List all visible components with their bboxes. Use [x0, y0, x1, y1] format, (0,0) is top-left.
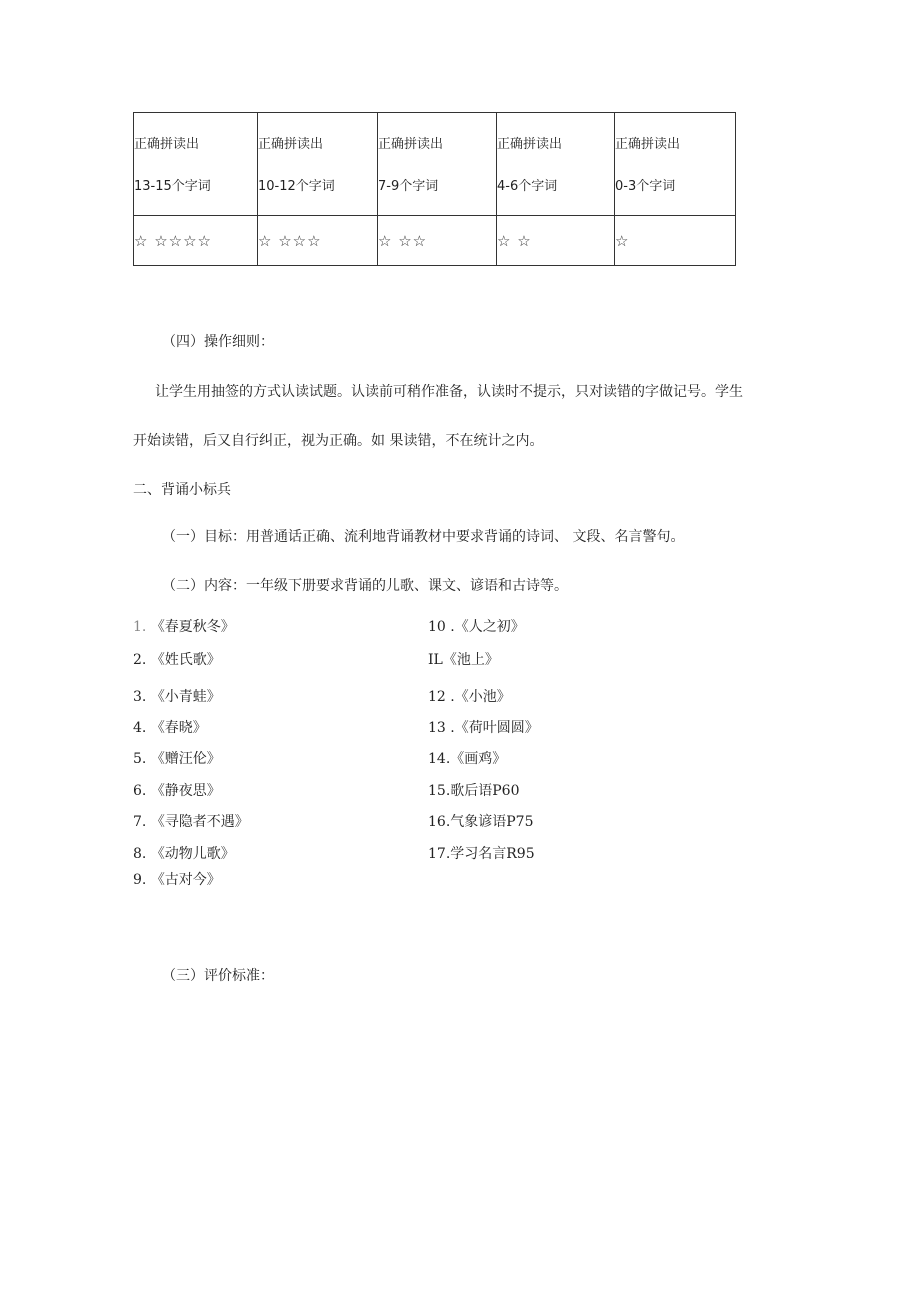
list-title: 《春晓》: [150, 720, 207, 736]
criteria-range: 7-9个字词: [378, 179, 439, 194]
list-number: 3.: [133, 689, 147, 705]
list-title: 《春夏秋冬》: [150, 619, 235, 635]
criteria-label: 正确拼读出: [615, 137, 681, 152]
list-title: 《古对今》: [150, 872, 221, 888]
list-item: [133, 871, 221, 889]
criteria-label: 正确拼读出: [258, 137, 324, 152]
star-rating: ☆ ☆☆: [378, 231, 428, 250]
evaluation-heading: （三）评价标准：: [162, 968, 274, 984]
list-item: [133, 845, 235, 863]
list-number: 7.: [133, 814, 147, 830]
rubric-table: [133, 112, 736, 266]
list-item: [133, 651, 221, 669]
criteria-range: 4-6个字词: [497, 179, 558, 194]
criteria-range: 13-15个字词: [134, 179, 211, 194]
section-heading-rules: （四）操作细则：: [162, 334, 274, 350]
list-title: 《静夜思》: [150, 783, 221, 799]
rubric-cell: [134, 113, 258, 216]
list-title: 《赠汪伦》: [150, 751, 221, 767]
list-item: 14.《画鸡》: [428, 751, 507, 767]
criteria-label: 正确拼读出: [134, 137, 200, 152]
list-title: 《小青蛙》: [150, 689, 221, 705]
list-item: [133, 782, 221, 800]
part-title: 二、背诵小标兵: [133, 482, 231, 498]
criteria-range: 0-3个字词: [615, 179, 676, 194]
list-number: 6.: [133, 783, 147, 799]
rubric-criteria-row: [134, 113, 736, 216]
list-title: 《动物儿歌》: [150, 846, 235, 862]
criteria-range: 10-12个字词: [258, 179, 335, 194]
list-title: 《姓氏歌》: [150, 652, 221, 668]
rubric-cell: [497, 113, 615, 216]
list-item: 16.气象谚语P75: [428, 814, 534, 830]
rules-paragraph-line2: 开始读错，后又自行纠正，视为正确。如 果读错，不在统计之内。: [133, 433, 544, 449]
list-number: 8.: [133, 846, 147, 862]
list-item: 17.学习名言R95: [428, 846, 535, 862]
star-rating: ☆ ☆☆☆☆: [134, 231, 213, 250]
rules-paragraph-line1: 让学生用抽签的方式认读试题。认读前可稍作准备，认读时不提示，只对读错的字做记号。学生: [155, 384, 743, 400]
list-title: 《寻隐者不遇》: [150, 814, 249, 830]
list-item: [133, 813, 249, 831]
criteria-label: 正确拼读出: [378, 137, 444, 152]
list-item: [133, 750, 221, 768]
list-number: 4.: [133, 720, 147, 736]
star-rating: ☆ ☆: [497, 231, 532, 250]
list-number: 1.: [133, 619, 147, 635]
goal-paragraph: （一）目标：用普通话正确、流利地背诵教材中要求背诵的诗词、 文段、名言警句。: [162, 529, 685, 545]
rubric-cell: [258, 113, 378, 216]
list-item: 13 .《荷叶圆圆》: [428, 720, 539, 736]
list-item: 15.歌后语P60: [428, 783, 520, 799]
rubric-cell: [615, 113, 736, 216]
criteria-label: 正确拼读出: [497, 137, 563, 152]
list-item: [133, 719, 207, 737]
star-rating: ☆ ☆☆☆: [258, 231, 322, 250]
list-item: IL《池上》: [428, 652, 499, 668]
list-item: 12 .《小池》: [428, 689, 511, 705]
rubric-cell: [378, 113, 497, 216]
rubric-cell: [615, 216, 736, 266]
rubric-cell: [134, 216, 258, 266]
rubric-cell: [497, 216, 615, 266]
star-rating: ☆: [615, 231, 630, 250]
list-number: 5.: [133, 751, 147, 767]
rubric-cell: [258, 216, 378, 266]
rubric-stars-row: [134, 216, 736, 266]
list-item: [133, 618, 235, 636]
list-number: 9.: [133, 872, 147, 888]
content-paragraph: （二）内容：一年级下册要求背诵的儿歌、课文、谚语和古诗等。: [162, 578, 568, 594]
rubric-cell: [378, 216, 497, 266]
list-item: [133, 688, 221, 706]
list-item: 10 .《人之初》: [428, 619, 525, 635]
list-number: 2.: [133, 652, 147, 668]
